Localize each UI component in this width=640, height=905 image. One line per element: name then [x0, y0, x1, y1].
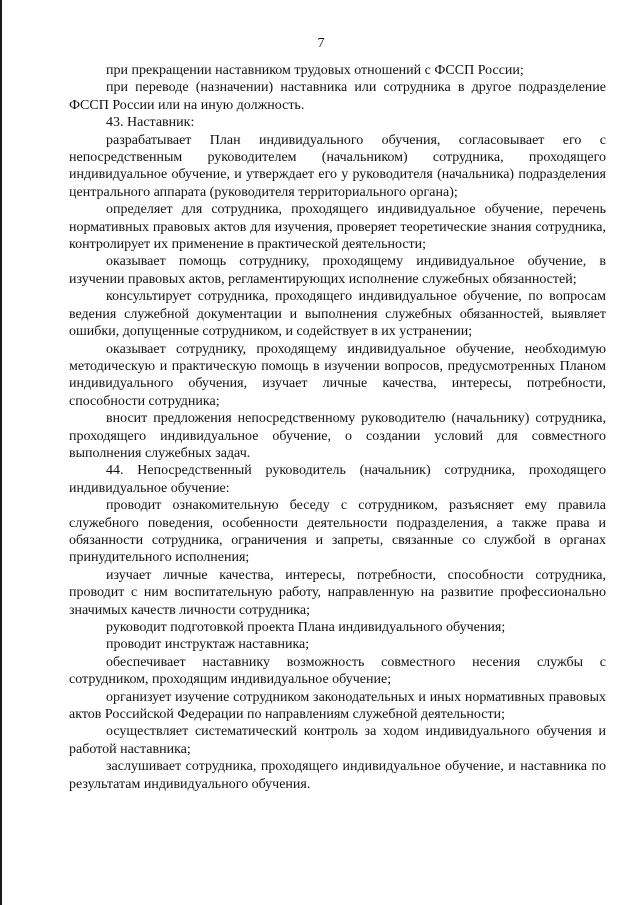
- section-43-heading: 43. Наставник:: [106, 115, 195, 131]
- document-body: [69, 62, 606, 793]
- paragraph-introductory-talk: проводит ознакомительную беседу с сотрудником, разъясняет ему правила служебного поведения, особенности деятельности подразделения, а также права и обязанности сотрудника, ограничения и запреты, связанные со службой в органах принудительного исполнения;: [69, 498, 606, 566]
- paragraph-studies-qualities: изучает личные качества, интересы, потребности, способности сотрудника, проводит с ним воспитательную работу, направленную на развитие профессионально значимых качеств личности сотрудника;: [69, 567, 606, 618]
- paragraph-determines-acts: определяет для сотрудника, проходящего индивидуальное обучение, перечень нормативных правовых актов для изучения, проверяет теоретические знания сотрудника, контролирует их применение в практической деятельности;: [69, 202, 606, 253]
- paragraph-consults: консультирует сотрудника, проходящего индивидуальное обучение, по вопросам ведения служебной документации и выполнения служебных обязанностей, выявляет ошибки, допущенные сотрудником, и содействует в их устранении;: [69, 289, 606, 340]
- paragraph-instructs-mentor: проводит инструктаж наставника;: [106, 637, 310, 653]
- section-44-heading: 44. Непосредственный руководитель (начальник) сотрудника, проходящего индивидуальное обучение:: [69, 463, 606, 496]
- page-number: 7: [317, 36, 325, 51]
- paragraph-joint-service: обеспечивает наставнику возможность совместного несения службы с сотрудником, проходящим индивидуальное обучение;: [69, 654, 606, 688]
- paragraph-plan-preparation: руководит подготовкой проекта Плана индивидуального обучения;: [106, 620, 506, 635]
- paragraph-proposals: вносит предложения непосредственному руководителю (начальнику) сотрудника, проходящего индивидуальное обучение, о создании условий для совместного выполнения служебных задач.: [69, 411, 606, 461]
- paragraph-legislation-study: организует изучение сотрудником законодательных и иных нормативных правовых актов Российской Федерации по направлениям служебной деятельности;: [69, 689, 606, 723]
- paragraph-methodical-help: оказывает сотруднику, проходящему индивидуальное обучение, необходимую методическую и практическую помощь в изучении вопросов, предусмотренных Планом индивидуального обучения, изучает личные качества, интересы, потребности, способности сотрудника;: [69, 341, 606, 409]
- paragraph-termination: при прекращении наставником трудовых отношений с ФССП России;: [106, 63, 524, 78]
- paragraph-develops-plan: разрабатывает План индивидуального обучения, согласовывает его с непосредственным руководителем (начальником) сотрудника, проходящего индивидуальное обучение, и утверждает его у руководителя (начальника) подразделения центрального аппарата (руководителя территориального органа);: [69, 132, 606, 200]
- paragraph-systematic-control: осуществляет систематический контроль за ходом индивидуального обучения и работой наставника;: [69, 724, 606, 757]
- paragraph-hears-results: заслушивает сотрудника, проходящего индивидуальное обучение, и наставника по результатам индивидуального обучения.: [69, 759, 606, 792]
- paragraph-provides-help: оказывает помощь сотруднику, проходящему индивидуальное обучение, в изучении правовых актов, регламентирующих исполнение служебных обязанностей;: [69, 254, 606, 287]
- paragraph-transfer: при переводе (назначении) наставника или сотрудника в другое подразделение ФССП России или на иную должность.: [69, 80, 606, 113]
